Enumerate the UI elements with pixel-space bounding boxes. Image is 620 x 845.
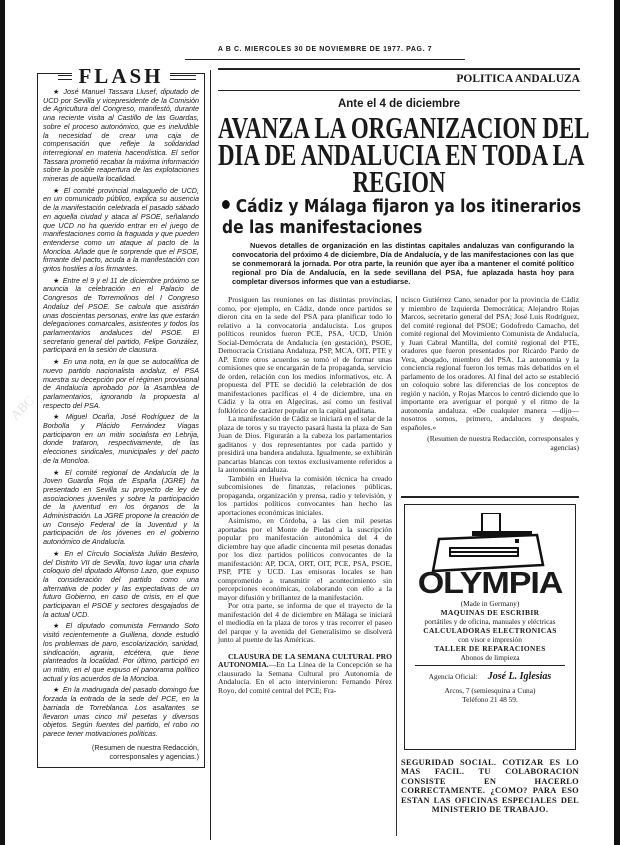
- ad-line: Abonos de limpieza: [460, 653, 520, 662]
- ad-brand: OLYMPIA: [417, 565, 563, 600]
- star-icon: ★: [53, 412, 63, 422]
- star-icon: ★: [53, 467, 63, 477]
- scan-edge-right: [614, 0, 620, 845]
- flash-item: ★ Miguel Ocaña, José Rodríguez de la Borbolla y Plácido Fernández Viagas participaron en un mitin socialista en Lebrija, donde trataron, respectivamente, de las elecciones sindicales, municipales y del pacto de la Moncloa.: [43, 412, 199, 465]
- paragraph: Asimismo, en Córdoba, a las cien mil pesetas aportadas por el Monte de Piedad a la suscripción popular pro manifestación autonómica del 4 de diciembre hay que añadir cincuenta mil pesetas donadas por los diez partidos políticos convocantes de la manifestación: AP, DCA, ORT, OIT, PCE, PSA, PSOE, PSP, PTE y UCD. Las emisoras locales se han comprometido a transmitir el acontecimiento sin percepciones económicas, colaborando con ello a la mayor difusión y brillantez de la manifestación.: [218, 516, 392, 602]
- star-icon: ★: [53, 621, 63, 631]
- subheadline: Cádiz y Málaga fijaron ya los itinerarios de las manifestaciones: [222, 196, 582, 238]
- star-icon: ★: [53, 685, 60, 695]
- star-icon: ★: [53, 357, 61, 367]
- flash-credit: (Resumen de nuestra Redacción, corresponsales y agencias.): [91, 742, 199, 761]
- subheading: CLAUSURA DE LA SEMANA CULTURAL PRO AUTONOMIA.: [218, 651, 392, 669]
- scan-edge-left: [0, 0, 5, 845]
- divider: [218, 90, 580, 91]
- flash-item: ★ Entre el 9 y el 11 de diciembre próximo se anuncia la celebración en el Palacio de Congresos de Torremolinos del I Congreso Andaluz del PSOE. Se calcula que asistirán unas doscientas personas, entre las que estarán delegaciones comarcales, asistentes y todos los parlamentarios andaluces del PSOE. El secretario general del partido, Felipe González, participará en la sesión de clausura.: [43, 275, 199, 355]
- article-column-1: [218, 296, 392, 695]
- flash-item: ★ José Manuel Tassara Llusef, diputado de UCD por Sevilla y vicepresidente de la Comisión de Agricultura del Congreso, manifestó, durante una reciente visita al Castillo de las Guardas, sobre el proceso autonómico, que es ineludible la necesidad de crear una caja de compensación que refleje la solidaridad interregional en materia hacendística. El señor Tassara prometió recabar la máxima información sobre la posible reapertura de las explotaciones mineras de aquella localidad.: [43, 87, 199, 184]
- article-lead: Nuevos detalles de organización en las distintas capitales andaluzas van configurando la convocatoria del próximo 4 de diciembre, Día de Andalucía, y de las manifestaciones con las que se conmemorará la jornada. Por otra parte, la reunión que ayer iba a mantener el comité político regional pro Día de Andalucía, en la sede sevillana del PSA, fue aplazada hasta hoy para completar diversos informes que van a estudiarse.: [232, 241, 574, 286]
- paragraph: CLAUSURA DE LA SEMANA CULTURAL PRO AUTONOMIA.—En La Línea de la Concepción se ha clausurado la Semana Cultural pro Autonomía de Andalucía. En el acto intervinieron: Fernando Pérez Royo, del comité central del PCE; Fra-: [218, 651, 392, 695]
- ad-line: portátiles y de oficina, manuales y eléctricas: [424, 617, 556, 626]
- flash-header: [38, 64, 204, 88]
- divider: [218, 68, 580, 70]
- ad-line: con visor e impresión: [458, 635, 522, 644]
- paragraph: Por otra parte, se informa de que el trayecto de la manifestación del 4 de diciembre en Málaga se iniciará el mediodía en la plaza de toros y tras recorrer el paseo del parque y la avenida del Generalísimo se disolverá junto al puente de las Américas.: [218, 601, 392, 644]
- watermark: ABC: [7, 392, 37, 423]
- star-icon: ★: [53, 185, 61, 195]
- headline-line-1: AVANZA LA ORGANIZACION DEL: [218, 110, 590, 145]
- paragraph: También en Huelva la comisión técnica ha creado subcomisiones de finanzas, relaciones públicas, propaganda, organización y prensa, radio y televisión, y los partidos políticos convocantes han hecho las aportaciones económicas iniciales.: [218, 473, 392, 517]
- agency-signature: José L. Iglesias: [487, 671, 552, 682]
- ad-line: TALLER DE REPARACIONES: [434, 644, 546, 653]
- headline-line-2: DIA DE ANDALUCIA EN TODA LA: [218, 137, 585, 172]
- flash-item: ★ El comité regional de Andalucía de la Joven Guardia Roja de España (JGRE) ha presentado en Sevilla su proyecto de ley de asociaciones juveniles y sobre la participación de la juventud en los órganos de la Administración. La JGRE propone la creación de un Consejo Federal de la Juventud y la participación de los jóvenes en el gobierno autonómico de Andalucía.: [43, 467, 199, 547]
- column-divider: [396, 296, 397, 836]
- flash-box: [37, 64, 205, 768]
- article-column-2: [401, 296, 579, 452]
- star-icon: ★: [53, 87, 61, 96]
- social-security-notice: SEGURIDAD SOCIAL. COTIZAR ES LO MAS FACIL. TU COLABORACION CONSISTE EN HACERLO CORRECTAMENTE. ¿COMO? PARA ESO ESTAN LAS OFICINAS ESPECIALES DEL MINISTERIO DE TRABAJO.: [401, 758, 579, 815]
- ad-agency: Agencia Oficial: José L. Iglesias: [428, 671, 552, 682]
- paragraph: ncisco Gutiérrez Cano, senador por la provincia de Cádiz y miembro de Izquierda Democrática; Alejandro Rojas Marcos, secretario general del PSA; José Luis Rodríguez, del comité regional del PSOE; Godofredo Camacho, del comité regional del Movimiento Comunista de Andalucía, y Juan Cabral Mantilla, del comité regional del PTE, oradores que fueron presentados por Ricardo Pardo de Vera, abogado, miembro del PSA. La autonomía y la conciencia regional fueron los temas más debatidos en el parlamento de los oradores. Al final del acto se estableció un coloquio sobre las diferencias de los conceptos de región y nación, y Rojas Marcos lo centró diciendo que lo importante era averiguar el porqué y el ritmo de la autonomía andaluza. «De cualquier manera —dijo— nosotros somos, primero, andaluces y después, españoles.»: [401, 295, 579, 432]
- ad-origin: (Made in Germany): [460, 599, 520, 608]
- divider: [401, 496, 579, 498]
- bullet-icon: [222, 200, 230, 209]
- divider: [185, 59, 465, 60]
- divider: [415, 665, 565, 666]
- headline-line-3: REGION: [352, 164, 446, 199]
- kicker: Ante el 4 de diciembre: [337, 98, 461, 110]
- article-credit: (Resumen de nuestra Redacción, corresponsales y agencias): [427, 434, 579, 452]
- column-divider: [210, 70, 211, 840]
- flash-item: ★ El diputado comunista Fernando Soto visitó recientemente a Guillena, donde estudió los problemas de paro, escolarización, sanidad, sindicación, agraria, etcétera, que tiene planteados la localidad. Por último, participó en un mitin, en el que expuso el panorama político actual y los acuerdos de la Moncloa.: [43, 621, 199, 683]
- olympia-ad: [404, 504, 576, 750]
- ad-phone: Teléfono 21 48 59.: [462, 695, 518, 704]
- flash-item: ★ El comité provincial malagueño de UCD, en un comunicado público, explica su ausencia de la manifestación celebrada el pasado sábado en aquella ciudad y ataca al PSOE, señalando que UCD no ha querido entrar en el juego de manifestaciones como la fraguada y que pueden entenderse como un ataque al pacto de la Moncloa. Añade que le sorprende que el PSOE, firmante del pacto, acuda a la manifestación con gritos hostiles a los firmantes.: [43, 185, 199, 274]
- paragraph: La manifestación de Cádiz se iniciará en el solar de la plaza de toros y su trayecto pasará hasta la plaza de San Juan de Dios. Figurarán a la cabeza los parlamentarios gaditanos y dos representantes por cada partido y presidirá una bandera andaluza. Igualmente, se exhibirán pancartas blancas con textos exclusivamente referidos a la autonomía andaluza.: [218, 414, 392, 474]
- paragraph: Prosiguen las reuniones en las distintas provincias, como, por ejemplo, en Cádiz, donde once partidos se dieron cita en la sede del PSA para planificar todo lo relativo a la convocatoria andalucista. Los grupos políticos reunidos fueron PCE, PSA, UCD, Unión Social-Demócrata de Andalucía (en gestación), PSOE, Democracia Cristiana Andaluza, PSP, MCA, OIT, PTE y AP. Entre otros acuerdos se tomó el de formar unas comisiones que se encargarán de la propaganda, servicio de orden, relación con los medios informativos, etc. A propuesta del PTE se decidió la celebración de dos manifestaciones pacíficas el 4 de diciembre, una en Cádiz y la otra en Algeciras, así como un festival folklórico de carácter popular en la capital gaditana.: [218, 295, 392, 415]
- flash-item: ★ En una nota, en la que se autocalifica de nuevo partido nacionalista andaluz, el PSA muestra su decepción por el régimen provisional de Andalucía aprobado por la Asamblea de parlamentarios, ignorando la propuesta al respecto del PSA.: [43, 357, 199, 410]
- ad-line: MAQUINAS DE ESCRIBIR: [440, 608, 540, 617]
- ad-address: Arcos, 7 (semiesquina a Cuna): [444, 686, 536, 695]
- section-label: POLITICA ANDALUZA: [456, 73, 580, 85]
- flash-item: ★ En el Círculo Socialista Julián Besteiro, del Distrito VII de Sevilla, tuvo lugar una charla coloquio del diputado Alfonso Lazo, que expuso la consideración del partido como una alternativa de poder y las expectativas de un futuro Gobierno, en caso de crisis, en el que participaran el PSOE y sectores desgajados de la actual UCD.: [43, 548, 199, 619]
- flash-item: ★ En la madrugada del pasado domingo fue forzada la entrada de la sede del PCE, en la barriada de Torreblanca. Los asaltantes se llevaron unas cinco mil pesetas y diversos objetos. Según fuentes del partido, el robo no parece tener motivaciones políticas.: [43, 685, 199, 738]
- page-folio: A B C. MIERCOLES 30 DE NOVIEMBRE DE 1977. PAG. 7: [217, 46, 433, 53]
- star-icon: ★: [53, 548, 62, 558]
- flash-title: FLASH: [72, 65, 169, 87]
- star-icon: ★: [53, 275, 60, 285]
- ad-line: CALCULADORAS ELECTRONICAS: [423, 626, 557, 635]
- flash-items: [38, 82, 204, 767]
